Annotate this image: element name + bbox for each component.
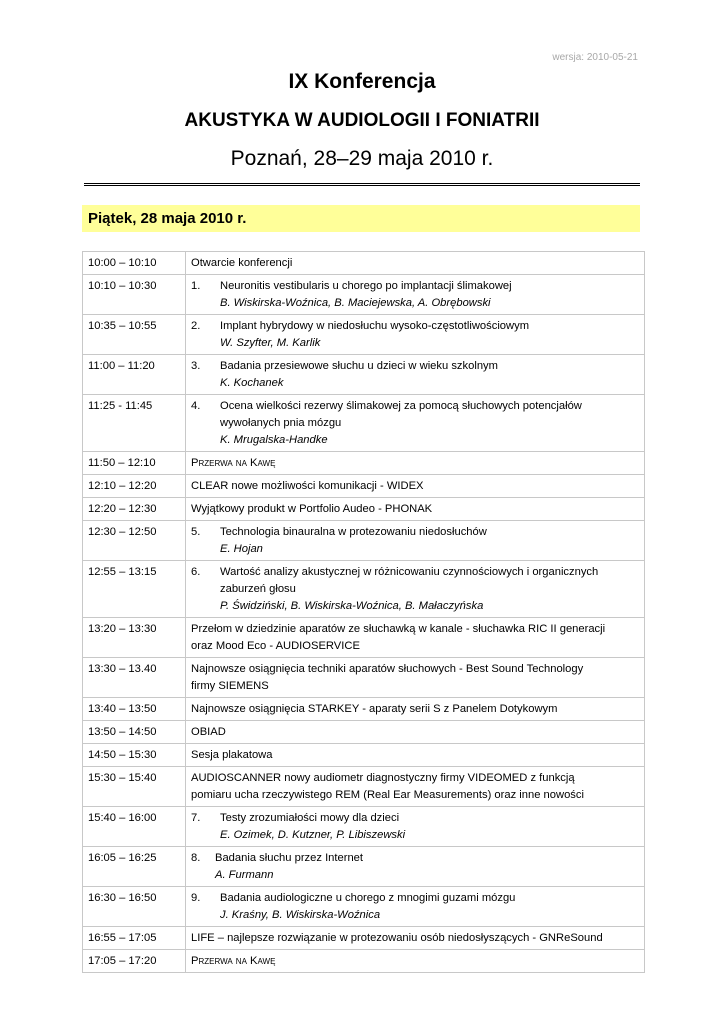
event-cell: CLEAR nowe możliwości komunikacji - WIDEX	[186, 475, 645, 498]
talk-title: Testy zrozumiałości mowy dla dzieci	[220, 812, 400, 824]
talk-number: 8.	[191, 852, 201, 864]
talk-title: Neuronitis vestibularis u chorego po implantacji ślimakowej	[220, 280, 512, 292]
time-cell: 16:05 – 16:25	[83, 847, 186, 887]
event-cell: Wyjątkowy produkt w Portfolio Audeo - PHONAK	[186, 498, 645, 521]
talk-authors: A. Furmann	[215, 869, 274, 881]
event-line-continuation: oraz Mood Eco - AUDIOSERVICE	[191, 640, 360, 652]
talk-title-line	[191, 810, 639, 827]
talk-title-line	[191, 358, 639, 375]
time-cell: 12:30 – 12:50	[83, 521, 186, 561]
time-cell: 10:35 – 10:55	[83, 315, 186, 355]
table-row	[83, 887, 645, 927]
event-cell	[186, 315, 645, 355]
coffee-break-cell: Przerwa na Kawę	[186, 452, 645, 475]
conference-title: IX Konferencja	[288, 70, 436, 93]
talk-title-line	[191, 398, 639, 415]
talk-title: Implant hybrydowy w niedosłuchu wysoko-częstotliwościowym	[220, 320, 530, 332]
event-line: Najnowsze osiągnięcia techniki aparatów słuchowych - Best Sound Technology	[191, 663, 584, 675]
table-row	[83, 452, 645, 475]
time-cell: 13:20 – 13:30	[83, 618, 186, 658]
table-row	[83, 252, 645, 275]
table-row	[83, 767, 645, 807]
talk-title-continuation: zaburzeń głosu	[220, 583, 296, 595]
table-row	[83, 927, 645, 950]
talk-number: 9.	[191, 892, 201, 904]
table-row	[83, 475, 645, 498]
talk-title-continuation: wywołanych pnia mózgu	[220, 417, 342, 429]
time-cell: 11:00 – 11:20	[83, 355, 186, 395]
talk-number: 1.	[191, 280, 201, 292]
time-cell: 16:30 – 16:50	[83, 887, 186, 927]
talk-authors: P. Świdziński, B. Wiskirska-Woźnica, B. Małaczyńska	[220, 600, 484, 612]
event-line: AUDIOSCANNER nowy audiometr diagnostyczny firmy VIDEOMED z funkcją	[191, 772, 575, 784]
day-header: Piątek, 28 maja 2010 r.	[82, 205, 640, 232]
time-cell: 15:30 – 15:40	[83, 767, 186, 807]
time-cell: 13:50 – 14:50	[83, 721, 186, 744]
event-cell	[186, 887, 645, 927]
table-row	[83, 658, 645, 698]
table-row	[83, 395, 645, 452]
talk-title-line	[191, 278, 639, 295]
talk-authors: J. Kraśny, B. Wiskirska-Woźnica	[220, 909, 381, 921]
table-row	[83, 561, 645, 618]
time-cell: 12:20 – 12:30	[83, 498, 186, 521]
talk-title: Ocena wielkości rezerwy ślimakowej za pomocą słuchowych potencjałów	[220, 400, 582, 412]
event-cell	[186, 355, 645, 395]
event-cell	[186, 521, 645, 561]
time-cell: 12:55 – 13:15	[83, 561, 186, 618]
talk-authors: W. Szyfter, M. Karlik	[220, 337, 321, 349]
time-cell: 16:55 – 17:05	[83, 927, 186, 950]
time-cell: 14:50 – 15:30	[83, 744, 186, 767]
event-cell	[186, 658, 645, 698]
table-row	[83, 498, 645, 521]
table-row	[83, 721, 645, 744]
event-cell	[186, 767, 645, 807]
talk-title: Badania audiologiczne u chorego z mnogimi guzami mózgu	[220, 892, 516, 904]
coffee-break-cell: Przerwa na Kawę	[186, 950, 645, 973]
talk-title: Technologia binauralna w protezowaniu niedosłuchów	[220, 526, 487, 538]
table-row	[83, 315, 645, 355]
time-cell: 15:40 – 16:00	[83, 807, 186, 847]
talk-authors: B. Wiskirska-Woźnica, B. Maciejewska, A. Obrębowski	[220, 297, 491, 309]
talk-number: 4.	[191, 400, 201, 412]
title-divider	[84, 183, 640, 186]
talk-number: 3.	[191, 360, 201, 372]
event-cell	[186, 807, 645, 847]
event-cell	[186, 847, 645, 887]
event-cell	[186, 618, 645, 658]
talk-number: 2.	[191, 320, 201, 332]
time-cell: 11:25 - 11:45	[83, 395, 186, 452]
talk-title-line	[191, 564, 639, 581]
time-cell: 12:10 – 12:20	[83, 475, 186, 498]
talk-title-line	[191, 850, 639, 867]
event-cell	[186, 561, 645, 618]
talk-number: 6.	[191, 566, 201, 578]
talk-title-line	[191, 890, 639, 907]
talk-authors: E. Ozimek, D. Kutzner, P. Libiszewski	[220, 829, 406, 841]
event-cell: LIFE – najlepsze rozwiązanie w protezowaniu osób niedosłyszących - GNReSound	[186, 927, 645, 950]
time-cell: 13:30 – 13.40	[83, 658, 186, 698]
event-cell	[186, 275, 645, 315]
time-cell: 10:00 – 10:10	[83, 252, 186, 275]
talk-title: Badania przesiewowe słuchu u dzieci w wieku szkolnym	[220, 360, 498, 372]
table-row	[83, 744, 645, 767]
table-row	[83, 698, 645, 721]
time-cell: 13:40 – 13:50	[83, 698, 186, 721]
event-cell: Najnowsze osiągnięcia STARKEY - aparaty serii S z Panelem Dotykowym	[186, 698, 645, 721]
event-line: Przełom w dziedzinie aparatów ze słuchawką w kanale - słuchawka RIC II generacji	[191, 623, 606, 635]
talk-authors: K. Mrugalska-Handke	[220, 434, 328, 446]
table-row	[83, 275, 645, 315]
talk-title-line	[191, 318, 639, 335]
event-cell: Sesja plakatowa	[186, 744, 645, 767]
table-row	[83, 950, 645, 973]
event-cell: Otwarcie konferencji	[186, 252, 645, 275]
table-row	[83, 355, 645, 395]
time-cell: 11:50 – 12:10	[83, 452, 186, 475]
schedule-table	[82, 251, 645, 973]
talk-title: Wartość analizy akustycznej w różnicowaniu czynnościowych i organicznych	[220, 566, 599, 578]
talk-title-line	[191, 524, 639, 541]
talk-number: 5.	[191, 526, 201, 538]
event-line-continuation: firmy SIEMENS	[191, 680, 269, 692]
event-cell: OBIAD	[186, 721, 645, 744]
table-row	[83, 521, 645, 561]
event-line-continuation: pomiaru ucha rzeczywistego REM (Real Ear Measurements) oraz inne nowości	[191, 789, 584, 801]
version-label: wersja: 2010-05-21	[552, 52, 638, 63]
talk-authors: E. Hojan	[220, 543, 263, 555]
talk-authors: K. Kochanek	[220, 377, 284, 389]
conference-subtitle: AKUSTYKA W AUDIOLOGII I FONIATRII	[184, 110, 540, 131]
conference-place-date: Poznań, 28–29 maja 2010 r.	[230, 147, 494, 170]
event-cell	[186, 395, 645, 452]
table-row	[83, 807, 645, 847]
time-cell: 17:05 – 17:20	[83, 950, 186, 973]
time-cell: 10:10 – 10:30	[83, 275, 186, 315]
table-row	[83, 618, 645, 658]
table-row	[83, 847, 645, 887]
talk-title: Badania słuchu przez Internet	[215, 852, 364, 864]
talk-number: 7.	[191, 812, 201, 824]
